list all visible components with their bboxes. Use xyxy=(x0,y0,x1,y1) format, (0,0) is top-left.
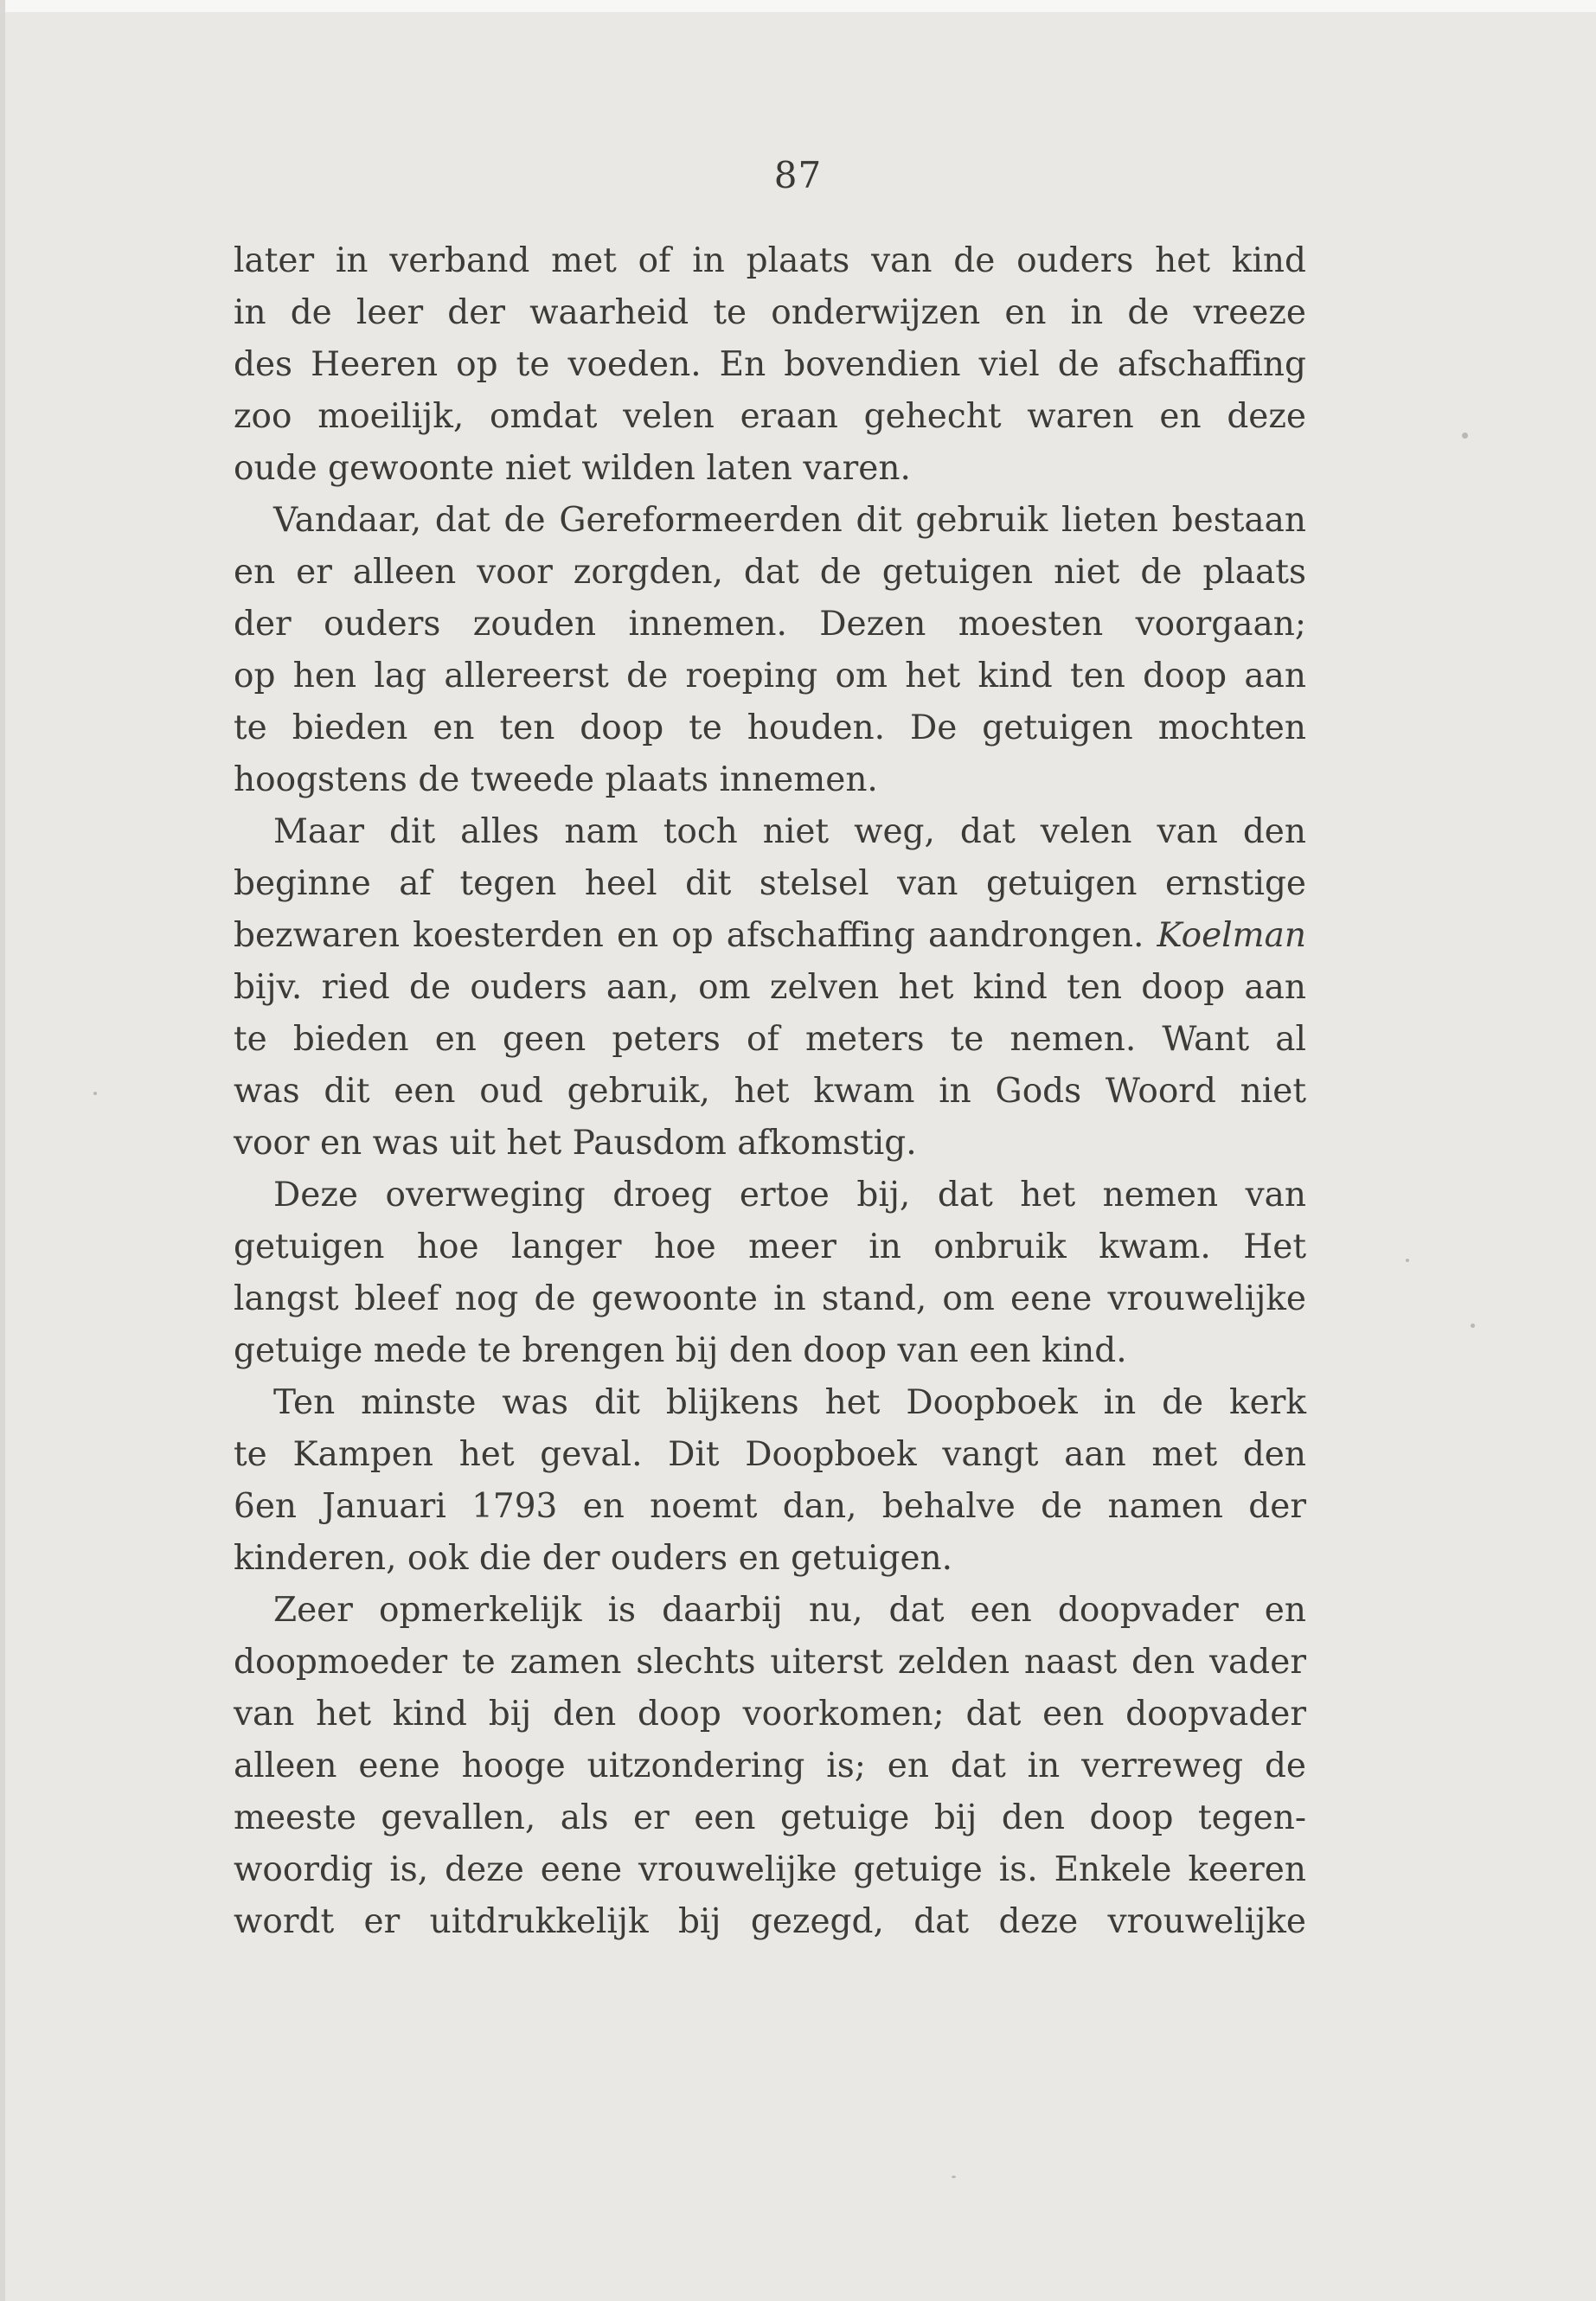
text-line: Deze overweging droeg ertoe bij, dat het nemen van xyxy=(273,1176,1306,1215)
text-line: bijv. ried de ouders aan, om zelven het kind ten doop aan xyxy=(234,968,1306,1007)
text-line: te bieden en ten doop te houden. De getuigen mochten xyxy=(234,708,1306,747)
text-line: meeste gevallen, als er een getuige bij den doop tegen- xyxy=(234,1798,1306,1837)
text-line: voor en was uit het Pausdom afkomstig. xyxy=(234,1124,917,1163)
italic-name: Koelman xyxy=(1157,916,1306,955)
text-line: doopmoeder te zamen slechts uiterst zelden naast den vader xyxy=(234,1643,1306,1682)
text-line: zoo moeilijk, omdat velen eraan gehecht waren en deze xyxy=(234,397,1306,436)
text-line xyxy=(234,910,1306,962)
text-line: wordt er uitdrukkelijk bij gezegd, dat deze vrouwelijke xyxy=(234,1902,1306,1941)
paper-speck xyxy=(952,2176,956,2178)
text-line: getuige mede te brengen bij den doop van een kind. xyxy=(234,1331,1127,1370)
text-line: op hen lag allereerst de roeping om het kind ten doop aan xyxy=(234,657,1306,695)
paper-speck xyxy=(1471,1324,1475,1328)
text-line: woordig is, deze eene vrouwelijke getuige is. Enkele keeren xyxy=(234,1850,1306,1889)
text-line: alleen eene hooge uitzondering is; en dat in verreweg de xyxy=(234,1747,1306,1785)
page-number: 87 xyxy=(773,154,823,196)
text-line: te bieden en geen peters of meters te nemen. Want al xyxy=(234,1020,1306,1059)
paper-left-edge xyxy=(0,0,5,2301)
text-line: en er alleen voor zorgden, dat de getuigen niet de plaats xyxy=(234,553,1306,592)
text-line: Zeer opmerkelijk is daarbij nu, dat een doopvader en xyxy=(273,1591,1306,1630)
text-line: des Heeren op te voeden. En bovendien viel de afschaffing xyxy=(234,345,1306,384)
text-line: te Kampen het geval. Dit Doopboek vangt aan met den xyxy=(234,1435,1306,1474)
paper-speck xyxy=(93,1092,97,1095)
paper-speck xyxy=(1462,433,1468,439)
paper-top-edge xyxy=(0,0,1596,12)
text-line: oude gewoonte niet wilden laten varen. xyxy=(234,449,911,488)
text-line: in de leer der waarheid te onderwijzen en in de vreeze xyxy=(234,293,1306,332)
text-line: kinderen, ook die der ouders en getuigen. xyxy=(234,1539,953,1578)
paper-speck xyxy=(1406,1259,1409,1262)
text-line: Vandaar, dat de Gereformeerden dit gebruik lieten bestaan xyxy=(273,501,1306,540)
text-line: getuigen hoe langer hoe meer in onbruik kwam. Het xyxy=(234,1227,1306,1266)
text-line: der ouders zouden innemen. Dezen moesten voorgaan; xyxy=(234,605,1306,644)
text-line: Ten minste was dit blijkens het Doopboek in de kerk xyxy=(273,1383,1306,1422)
text-line: hoogstens de tweede plaats innemen. xyxy=(234,760,878,799)
text-line: Maar dit alles nam toch niet weg, dat velen van den xyxy=(273,812,1306,851)
text-line: van het kind bij den doop voorkomen; dat een doopvader xyxy=(234,1695,1306,1734)
text-segment: bezwaren koesterden en op afschaffing aandrongen. xyxy=(234,916,1144,955)
text-line: beginne af tegen heel dit stelsel van getuigen ernstige xyxy=(234,864,1306,903)
text-line: later in verband met of in plaats van de ouders het kind xyxy=(234,241,1306,280)
text-line: langst bleef nog de gewoonte in stand, om eene vrouwelijke xyxy=(234,1279,1306,1318)
text-line: was dit een oud gebruik, het kwam in Gods Woord niet xyxy=(234,1072,1306,1111)
text-line: 6en Januari 1793 en noemt dan, behalve de namen der xyxy=(234,1487,1306,1526)
